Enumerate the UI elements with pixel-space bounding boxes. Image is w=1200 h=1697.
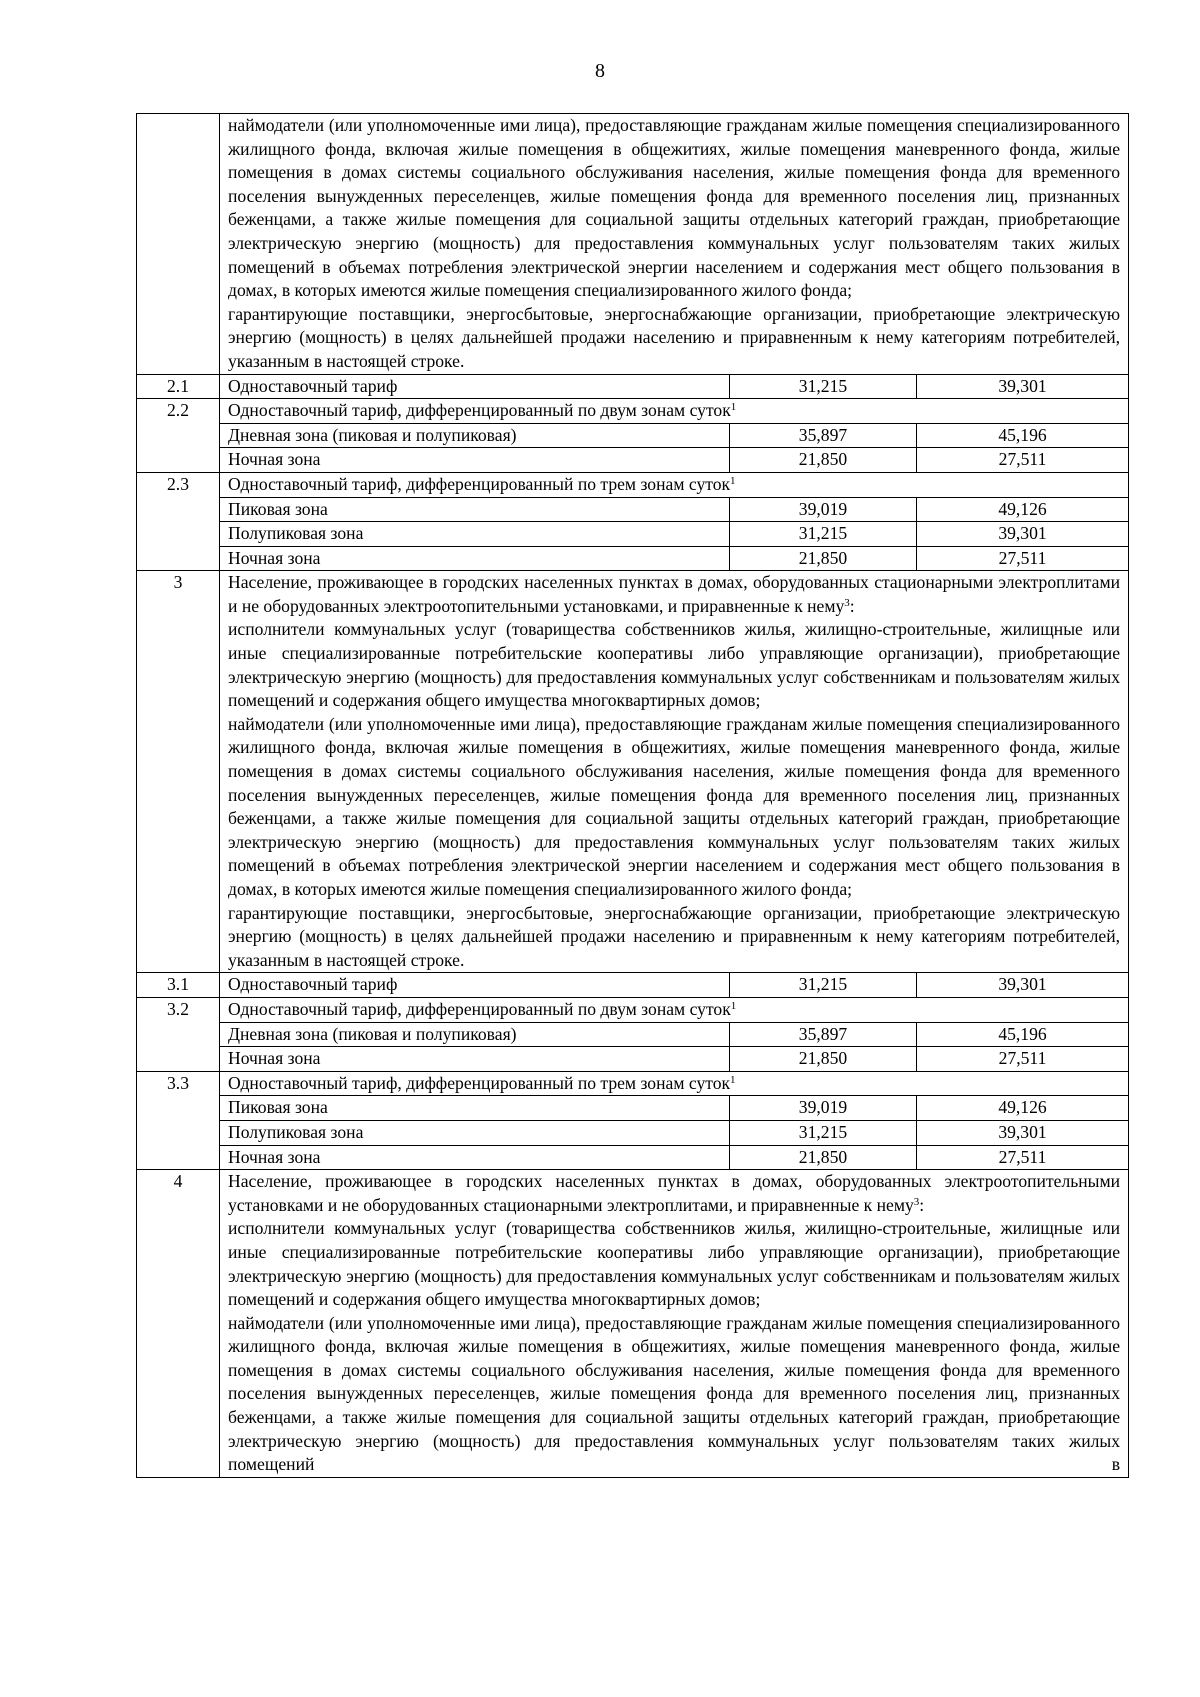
value-half-year-1: 31,215 [730, 1120, 917, 1145]
value-half-year-2: 39,301 [917, 522, 1129, 547]
value-half-year-2: 45,196 [917, 423, 1129, 448]
category-heading-text: Население, проживающее в городских населенных пунктах в домах, оборудованных электроотопительными установками и не оборудованных стационарными электроплитами, и приравненные к нему [228, 1171, 1121, 1215]
table-row [137, 374, 1129, 399]
paragraph: исполнители коммунальных услуг (товарищества собственников жилья, жилищно-строительные, жилищные или иные специализированные потребительские кооперативы либо управляющие организации), приобретающие электрическую энергию (мощность) для предоставления коммунальных услуг собственникам и пользователям жилых помещений и содержания общего имущества многоквартирных домов; [228, 1218, 1121, 1310]
table-row [137, 114, 1129, 375]
row-number: 3 [137, 571, 220, 973]
value-half-year-1: 31,215 [730, 973, 917, 998]
zone-label: Ночная зона [220, 448, 730, 473]
paragraph: наймодатели (или уполномоченные ими лица), предоставляющие гражданам жилые помещения специализированного жилищного фонда, включая жилые помещения в общежитиях, жилые помещения маневренного фонда, жилые помещения в домах системы социального обслуживания населения, жилые помещения фонда для временного поселения вынужденных переселенцев, жилые помещения фонда для временного поселения лиц, признанных беженцами, а также жилые помещения для социальной защиты отдельных категорий граждан, приобретающие электрическую энергию (мощность) для предоставления коммунальных услуг пользователям таких жилых помещений в объемах потребления электрической энергии населением и содержания мест общего пользования в домах, в которых имеются жилые помещения специализированного жилого фонда; [228, 713, 1121, 899]
row-number: 2.1 [137, 374, 220, 399]
zone-label: Пиковая зона [220, 1096, 730, 1121]
table-row [137, 997, 1129, 1022]
paragraph: наймодатели (или уполномоченные ими лица), предоставляющие гражданам жилые помещения специализированного жилищного фонда, включая жилые помещения в общежитиях, жилые помещения маневренного фонда, жилые помещения в домах системы социального обслуживания населения, жилые помещения фонда для временного поселения вынужденных переселенцев, жилые помещения фонда для временного поселения лиц, признанных беженцами, а также жилые помещения для социальной защиты отдельных категорий граждан, приобретающие электрическую энергию (мощность) для предоставления коммунальных услуг пользователям таких жилых помещений в [228, 1312, 1121, 1475]
tariff-label [220, 997, 1129, 1022]
table-row [137, 1022, 1129, 1047]
zone-label: Ночная зона [220, 1047, 730, 1072]
value-half-year-1: 35,897 [730, 423, 917, 448]
tariff-label-text: Одноставочный тариф, дифференцированный по двум зонам суток [228, 998, 731, 1019]
row-number-cell [137, 114, 220, 375]
description-cell [220, 114, 1129, 375]
tariff-label-text: Одноставочный тариф, дифференцированный по трем зонам суток [228, 1072, 731, 1093]
row-number: 3.1 [137, 973, 220, 998]
table-row [137, 1145, 1129, 1170]
value-half-year-2: 39,301 [917, 374, 1129, 399]
value-half-year-2: 49,126 [917, 1096, 1129, 1121]
table-row [137, 546, 1129, 571]
table-row [137, 423, 1129, 448]
table-row [137, 571, 1129, 973]
value-half-year-2: 27,511 [917, 1145, 1129, 1170]
category-heading-text: Население, проживающее в городских населенных пунктах в домах, оборудованных стационарными электроплитами и не оборудованных электроотопительными установками, и приравненные к нему [228, 572, 1121, 616]
value-half-year-2: 45,196 [917, 1022, 1129, 1047]
value-half-year-2: 27,511 [917, 546, 1129, 571]
tariff-label [220, 1071, 1129, 1096]
value-half-year-1: 21,850 [730, 448, 917, 473]
page-number: 8 [595, 60, 605, 82]
value-half-year-2: 39,301 [917, 973, 1129, 998]
value-half-year-1: 21,850 [730, 546, 917, 571]
value-half-year-2: 49,126 [917, 497, 1129, 522]
row-number: 2.3 [137, 472, 220, 570]
table-row [137, 472, 1129, 497]
table-row [137, 497, 1129, 522]
tariff-label: Одноставочный тариф [220, 374, 730, 399]
zone-label: Полупиковая зона [220, 522, 730, 547]
paragraph: гарантирующие поставщики, энергосбытовые, энергоснабжающие организации, приобретающие электрическую энергию (мощность) в целях дальнейшей продажи населению и приравненным к нему категориям потребителей, указанным в настоящей строке. [228, 303, 1121, 371]
value-half-year-1: 39,019 [730, 1096, 917, 1121]
value-half-year-2: 27,511 [917, 1047, 1129, 1072]
table-row [137, 1047, 1129, 1072]
row-number: 3.3 [137, 1071, 220, 1169]
category-heading [228, 1170, 1120, 1217]
paragraph: наймодатели (или уполномоченные ими лица), предоставляющие гражданам жилые помещения специализированного жилищного фонда, включая жилые помещения в общежитиях, жилые помещения маневренного фонда, жилые помещения в домах системы социального обслуживания населения, жилые помещения фонда для временного поселения вынужденных переселенцев, жилые помещения фонда для временного поселения лиц, признанных беженцами, а также жилые помещения для социальной защиты отдельных категорий граждан, приобретающие электрическую энергию (мощность) для предоставления коммунальных услуг пользователям таких жилых помещений в объемах потребления электрической энергии населением и содержания мест общего пользования в домах, в которых имеются жилые помещения специализированного жилого фонда; [228, 115, 1121, 301]
tariff-label-text: Одноставочный тариф, дифференцированный по двум зонам суток [228, 400, 731, 421]
table-row [137, 522, 1129, 547]
value-half-year-2: 27,511 [917, 448, 1129, 473]
value-half-year-1: 31,215 [730, 374, 917, 399]
zone-label: Полупиковая зона [220, 1120, 730, 1145]
zone-label: Дневная зона (пиковая и полупиковая) [220, 423, 730, 448]
zone-label: Ночная зона [220, 1145, 730, 1170]
value-half-year-1: 31,215 [730, 522, 917, 547]
row-number: 3.2 [137, 997, 220, 1071]
footnote-mark: 1 [730, 474, 736, 487]
table-row [137, 448, 1129, 473]
category-heading [228, 571, 1120, 618]
tariff-label: Одноставочный тариф [220, 973, 730, 998]
table-row [137, 1120, 1129, 1145]
table-row [137, 1170, 1129, 1478]
paragraph: гарантирующие поставщики, энергосбытовые, энергоснабжающие организации, приобретающие электрическую энергию (мощность) в целях дальнейшей продажи населению и приравненным к нему категориям потребителей, указанным в настоящей строке. [228, 902, 1121, 970]
zone-label: Дневная зона (пиковая и полупиковая) [220, 1022, 730, 1047]
heading-colon: : [849, 595, 855, 616]
value-half-year-1: 39,019 [730, 497, 917, 522]
table-row [137, 1096, 1129, 1121]
paragraph: исполнители коммунальных услуг (товарищества собственников жилья, жилищно-строительные, жилищные или иные специализированные потребительские кооперативы либо управляющие организации), приобретающие электрическую энергию (мощность) для предоставления коммунальных услуг собственникам и пользователям жилых помещений и содержания общего имущества многоквартирных домов; [228, 619, 1121, 711]
tariff-label [220, 399, 1129, 424]
value-half-year-1: 35,897 [730, 1022, 917, 1047]
description-cell [220, 1170, 1129, 1478]
value-half-year-1: 21,850 [730, 1047, 917, 1072]
zone-label: Ночная зона [220, 546, 730, 571]
table-row [137, 399, 1129, 424]
tariff-table [136, 113, 1129, 1478]
tariff-label [220, 472, 1129, 497]
description-cell [220, 571, 1129, 973]
footnote-mark: 1 [730, 1073, 736, 1086]
heading-colon: : [919, 1194, 925, 1215]
value-half-year-2: 39,301 [917, 1120, 1129, 1145]
footnote-mark: 1 [730, 401, 737, 414]
table-row [137, 973, 1129, 998]
table-row [137, 1071, 1129, 1096]
tariff-label-text: Одноставочный тариф, дифференцированный по трем зонам суток [228, 473, 731, 494]
value-half-year-1: 21,850 [730, 1145, 917, 1170]
zone-label: Пиковая зона [220, 497, 730, 522]
footnote-mark: 3 [844, 596, 850, 609]
footnote-mark: 3 [913, 1195, 920, 1208]
footnote-mark: 1 [730, 999, 737, 1012]
row-number: 2.2 [137, 399, 220, 473]
row-number: 4 [137, 1170, 220, 1478]
